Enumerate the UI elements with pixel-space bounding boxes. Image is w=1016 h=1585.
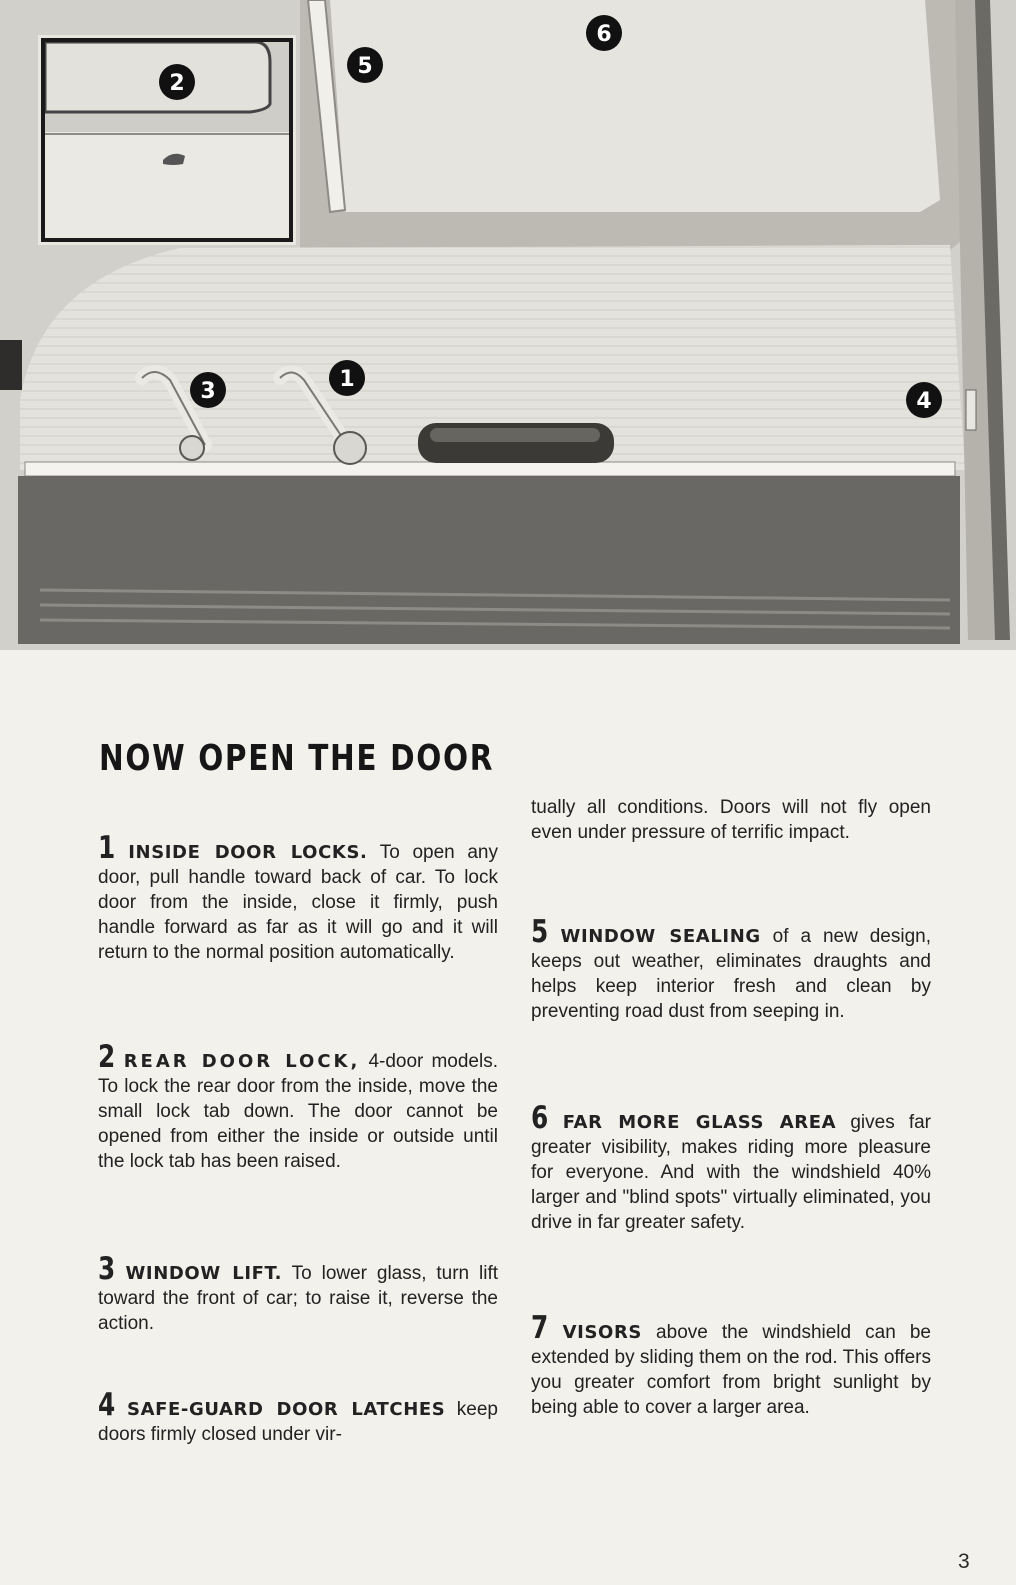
window-glass <box>330 0 940 212</box>
callout-3 <box>190 372 226 408</box>
item-5-text: of a new design, keeps out weather, eliminates draughts and helps keep interior fresh and clean by preventing road dust from seeping in. <box>531 926 932 1022</box>
item-5-number: 5 <box>531 914 549 950</box>
right-column-6 <box>531 1100 932 1235</box>
item-2 <box>98 1039 498 1174</box>
page-title: NOW OPEN THE DOOR <box>99 738 495 779</box>
right-column-7 <box>531 1310 932 1420</box>
callout-4 <box>906 382 942 418</box>
item-2-number: 2 <box>98 1039 116 1075</box>
item-3-number: 3 <box>98 1251 116 1287</box>
rear-lock-drawing <box>45 42 289 238</box>
item-3-text: To lower glass, turn lift toward the front of car; to raise it, reverse the action. <box>98 1263 499 1334</box>
callout-5 <box>347 47 383 83</box>
item-6-number: 6 <box>531 1100 549 1136</box>
item-6 <box>531 1100 932 1235</box>
item-6-text: gives far greater visibility, makes riding more pleasure for everyone. And with the windshield 40% larger and "blind spots" virtually eliminated, you drive in far greater safety. <box>531 1112 932 1233</box>
callout-4-label: 4 <box>916 389 932 414</box>
door-illustration <box>0 0 1016 650</box>
item-1-heading: INSIDE DOOR LOCKS. <box>128 842 368 863</box>
callout-1 <box>329 360 365 396</box>
callout-2 <box>159 64 195 100</box>
rear-lock-inset <box>41 38 293 242</box>
page-number: 3 <box>958 1550 970 1573</box>
item-7 <box>531 1310 932 1420</box>
item-1 <box>98 830 499 965</box>
item-3-heading: WINDOW LIFT. <box>125 1263 283 1284</box>
left-column-2 <box>98 1039 498 1174</box>
left-column-3 <box>98 1251 499 1336</box>
callout-3-label: 3 <box>200 379 216 404</box>
callout-6-label: 6 <box>596 22 612 47</box>
item-2-text: 4-door models. To lock the rear door from the inside, move the small lock tab down. The door cannot be opened from either the inside or outside until the lock tab has been raised. <box>98 1051 498 1172</box>
item-6-heading: FAR MORE GLASS AREA <box>562 1112 837 1133</box>
callout-2-label: 2 <box>169 71 185 96</box>
item-4-heading: SAFE-GUARD DOOR LATCHES <box>127 1399 446 1420</box>
right-column-continued <box>531 795 931 845</box>
item-1-number: 1 <box>98 830 116 866</box>
item-4-number: 4 <box>98 1387 116 1423</box>
item-3 <box>98 1251 499 1336</box>
item-1-text: To open any door, pull handle toward back of car. To lock door from the inside, close it firmly, push handle forward as far as it will go and it will return to the normal position automatically. <box>98 842 499 963</box>
item-2-heading: REAR DOOR LOCK, <box>123 1051 361 1072</box>
left-column <box>98 830 499 965</box>
door-lower-panel <box>18 476 960 644</box>
callout-6 <box>586 15 622 51</box>
callout-5-label: 5 <box>357 54 373 79</box>
right-column-5 <box>531 914 932 1024</box>
item-7-text: above the windshield can be extended by sliding them on the rod. This offers you greater comfort from bright sunlight by being able to cover a larger area. <box>531 1322 932 1418</box>
item-4 <box>98 1387 498 1447</box>
item-7-number: 7 <box>531 1310 549 1346</box>
item-5-heading: WINDOW SEALING <box>560 926 761 947</box>
item-7-heading: VISORS <box>562 1322 642 1343</box>
item-4-text-a: keep doors firmly closed under vir- <box>98 1399 498 1445</box>
item-5 <box>531 914 932 1024</box>
item-4-continued: tually all conditions. Doors will not fly open even under pressure of terrific impact. <box>531 797 931 843</box>
callout-1-label: 1 <box>339 367 355 392</box>
left-column-4 <box>98 1387 498 1447</box>
